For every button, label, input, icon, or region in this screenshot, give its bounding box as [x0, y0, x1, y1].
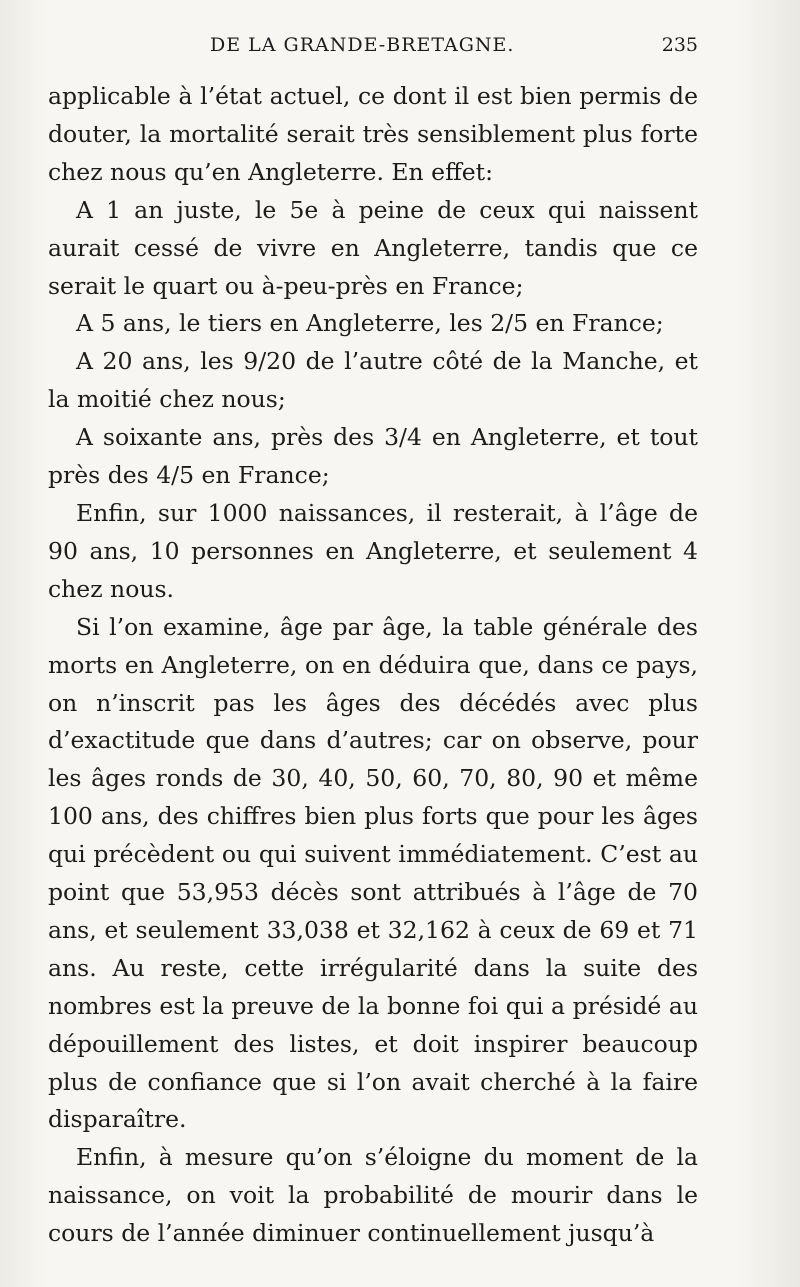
- paragraph-sixty-years: A soixante ans, près des 3/4 en Angleterre, et tout près des 4/5 en France;: [48, 423, 698, 490]
- paragraph-one-year: A 1 an juste, le 5e à peine de ceux qui naissent aurait cessé de vivre en Angleterre, tandis que ce serait le quart ou à-peu-près en France;: [48, 195, 698, 300]
- paragraph-ninety-years: Enfin, sur 1000 naissances, il resterait, à l’âge de 90 ans, 10 personnes en Angleterre, et seulement 4 chez nous.: [48, 498, 698, 603]
- running-head: DE LA GRANDE-BRETAGNE.: [210, 34, 515, 56]
- page-number: 235: [661, 34, 698, 56]
- page-header: [48, 34, 698, 64]
- paragraph-twenty-years: A 20 ans, les 9/20 de l’autre côté de la Manche, et la moitié chez nous;: [48, 347, 698, 414]
- paragraph-mortality-table: Si l’on examine, âge par âge, la table générale des morts en Angleterre, on en déduira que, dans ce pays, on n’inscrit pas les âges des décédés avec plus d’exactitude que dans d’autres; car on observe, pour les âges ronds de 30, 40, 50, 60, 70, 80, 90 et même 100 ans, des chiffres bien plus forts que pour les âges qui précèdent ou qui suivent immédiatement. C’est au point que 53,953 décès sont attribués à l’âge de 70 ans, et seulement 33,038 et 32,162 à ceux de 69 et 71 ans. Au reste, cette irrégularité dans la suite des nombres est la preuve de la bonne foi qui a présidé au dépouillement des listes, et doit inspirer beaucoup plus de confiance que si l’on avait cherché à la faire disparaître.: [48, 612, 698, 1134]
- paragraph-continuation: applicable à l’état actuel, ce dont il est bien permis de douter, la mortalité serait très sensiblement plus forte chez nous qu’en Angleterre. En effet:: [48, 82, 698, 186]
- paragraph-five-years: A 5 ans, le tiers en Angleterre, les 2/5 en France;: [76, 309, 664, 338]
- paragraph-probability: Enfin, à mesure qu’on s’éloigne du moment de la naissance, on voit la probabilité de mourir dans le cours de l’année diminuer continuellement jusqu’à: [48, 1143, 698, 1248]
- body-text: [48, 78, 698, 1253]
